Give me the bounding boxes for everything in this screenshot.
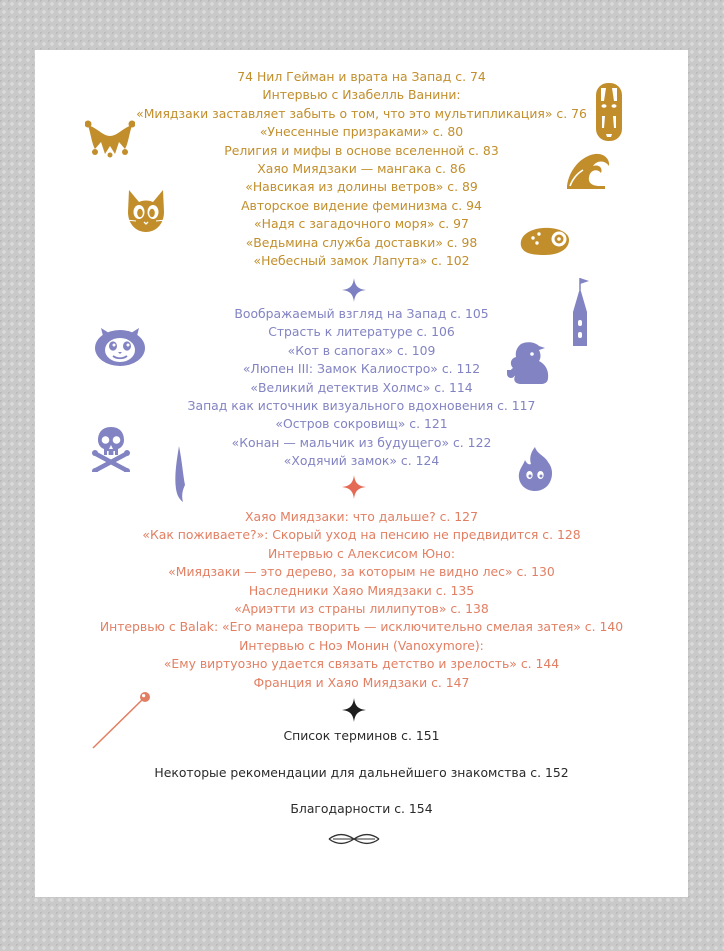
toc-entry-thanks[interactable]: Благодарности с. 154	[290, 801, 433, 816]
toc-entry[interactable]: Страсть к литературе с. 106	[268, 324, 455, 340]
toc-entry[interactable]: «Навсикая из долины ветров» с. 89	[245, 179, 478, 195]
toc-entry[interactable]: Хаяо Миядзаки: что дальше? с. 127	[245, 509, 478, 524]
toc-entry[interactable]: «Надя с загадочного моря» с. 97	[254, 216, 469, 232]
no-face-mask-icon	[595, 82, 623, 142]
toc-entry[interactable]: Интервью с Ноэ Монин (Vanoxymore):	[239, 637, 484, 653]
toc-entry[interactable]: «Конан — мальчик из будущего» с. 122	[231, 434, 492, 450]
toc-entry[interactable]: «Как поживаете?»: Скорый уход на пенсию не предвидится с. 128	[142, 527, 581, 543]
coral-star-divider-icon	[342, 475, 366, 499]
toc-entry[interactable]: «Ему виртуозно удается связать детство и зрелость» с. 144	[163, 656, 560, 672]
toc-entry[interactable]: Наследники Хаяо Миядзаки с. 135	[248, 582, 475, 598]
calcifer-flame-icon	[515, 446, 555, 492]
toc-entry[interactable]: Воображаемый взгляд на Запад с. 105	[234, 306, 489, 321]
toc-entry-recommendations[interactable]: Некоторые рекомендации для дальнейшего знакомства с. 152	[154, 765, 569, 780]
toc-entry[interactable]: «Остров сокровищ» с. 121	[275, 416, 448, 432]
flourish-ornament-icon	[327, 832, 381, 846]
toc-entry[interactable]: «Миядзаки заставляет забыть о том, что это мультипликация» с. 76	[136, 105, 587, 121]
robot-head-icon	[517, 224, 571, 258]
toc-entry[interactable]: Религия и мифы в основе вселенной с. 83	[224, 142, 499, 158]
toc-entry[interactable]: 74 Нил Гейман и врата на Запад с. 74	[237, 69, 486, 84]
toc-entry[interactable]: Интервью с Алексисом Юно:	[267, 545, 456, 561]
toc-section-coral	[35, 508, 688, 692]
toc-entry[interactable]: Запад как источник визуального вдохновения с. 117	[187, 398, 536, 414]
toc-entry[interactable]: «Ариэтти из страны лилипутов» с. 138	[234, 601, 489, 617]
toc-entry[interactable]: Авторское видение феминизма с. 94	[241, 197, 482, 213]
dark-star-divider-icon	[342, 698, 366, 722]
toc-entry[interactable]: Интервью с Balak: «Его манера творить — исключительно смелая затея» с. 140	[99, 619, 624, 635]
cat-puss-icon	[93, 326, 147, 368]
detective-dog-icon	[505, 340, 551, 386]
castle-tower-icon	[569, 276, 591, 348]
skull-crossbones-icon	[92, 426, 130, 472]
jester-hat-icon	[85, 118, 135, 158]
pin-needle-icon	[91, 690, 153, 750]
toc-entry[interactable]: «Миядзаки — это дерево, за которым не видно лес» с. 130	[168, 564, 555, 580]
toc-entry[interactable]: «Ходячий замок» с. 124	[283, 453, 440, 469]
toc-entry[interactable]: «Небесный замок Лапута» с. 102	[253, 253, 470, 269]
toc-entry[interactable]: «Ведьмина служба доставки» с. 98	[245, 234, 478, 250]
toc-entry[interactable]: «Люпен III: Замок Калиостро» с. 112	[242, 361, 481, 377]
toc-entry[interactable]: Хаяо Миядзаки — мангака с. 86	[257, 161, 466, 177]
toc-entry-glossary[interactable]: Список терминов с. 151	[283, 728, 440, 743]
purple-star-divider-icon	[342, 278, 366, 302]
toc-entry[interactable]: Интервью с Изабелль Ванини:	[262, 87, 461, 103]
toc-entry[interactable]: «Унесенные призраками» с. 80	[259, 124, 464, 140]
contents-page	[35, 50, 688, 897]
jiji-cat-icon	[123, 188, 169, 234]
toc-entry[interactable]: Франция и Хаяо Миядзаки с. 147	[253, 674, 470, 690]
toc-entry[interactable]: «Великий детектив Холмс» с. 114	[250, 379, 473, 395]
toc-entry[interactable]: «Кот в сапогах» с. 109	[287, 342, 436, 358]
wave-icon	[565, 148, 611, 190]
blade-icon	[171, 445, 191, 503]
